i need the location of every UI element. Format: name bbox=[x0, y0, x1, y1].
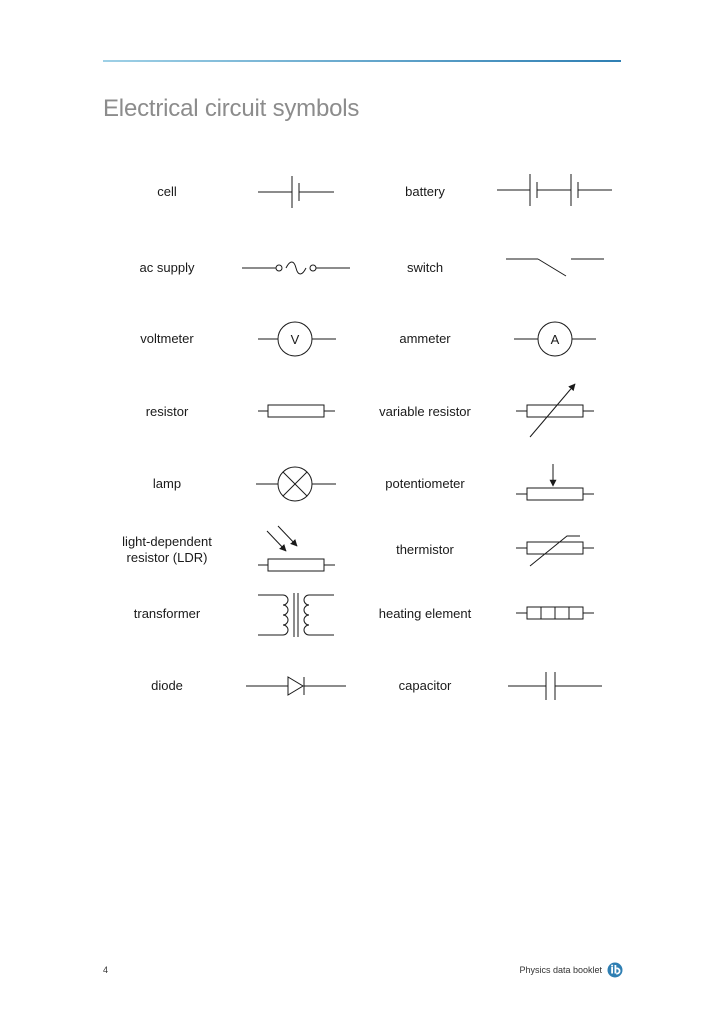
ib-logo-icon bbox=[607, 962, 623, 978]
label-cell: cell bbox=[157, 184, 177, 199]
label-ldr-line1: light-dependent bbox=[122, 534, 212, 549]
label-lamp: lamp bbox=[152, 476, 182, 491]
label-ldr-line2: resistor (LDR) bbox=[126, 550, 208, 565]
lamp-symbol-icon bbox=[256, 467, 336, 501]
label-diode: diode bbox=[151, 678, 183, 693]
voltmeter-symbol-icon bbox=[258, 322, 336, 356]
heating-element-symbol-icon bbox=[516, 607, 594, 619]
switch-symbol-icon bbox=[506, 259, 604, 276]
booklet-title: Physics data booklet bbox=[519, 965, 602, 975]
page-title: Electrical circuit symbols bbox=[103, 95, 360, 122]
thermistor-symbol-icon bbox=[516, 536, 594, 566]
voltmeter-glyph: V bbox=[290, 332, 300, 347]
label-resistor: resistor bbox=[145, 404, 189, 419]
page-number: 4 bbox=[103, 965, 109, 975]
resistor-symbol-icon bbox=[258, 405, 335, 417]
label-ac-supply: ac supply bbox=[139, 260, 195, 275]
label-transformer: transformer bbox=[133, 606, 201, 621]
label-switch: switch bbox=[406, 260, 444, 275]
ldr-symbol-icon bbox=[258, 526, 335, 571]
potentiometer-symbol-icon bbox=[516, 464, 594, 500]
cell-symbol-icon bbox=[258, 176, 334, 208]
ammeter-symbol-icon bbox=[514, 322, 596, 356]
capacitor-symbol-icon bbox=[508, 672, 602, 700]
label-variable-resistor: variable resistor bbox=[379, 404, 471, 419]
label-ammeter: ammeter bbox=[399, 331, 451, 346]
diode-symbol-icon bbox=[246, 677, 346, 695]
label-voltmeter: voltmeter bbox=[140, 331, 194, 346]
label-thermistor: thermistor bbox=[396, 542, 454, 557]
ammeter-glyph: A bbox=[550, 332, 560, 347]
label-capacitor: capacitor bbox=[398, 678, 452, 693]
label-heating-element: heating element bbox=[378, 606, 472, 621]
label-battery: battery bbox=[405, 184, 445, 199]
label-potentiometer: potentiometer bbox=[385, 476, 465, 491]
variable-resistor-symbol-icon bbox=[516, 384, 594, 437]
battery-symbol-icon bbox=[497, 174, 612, 206]
transformer-symbol-icon bbox=[258, 593, 334, 637]
ac-supply-symbol-icon bbox=[242, 262, 350, 274]
